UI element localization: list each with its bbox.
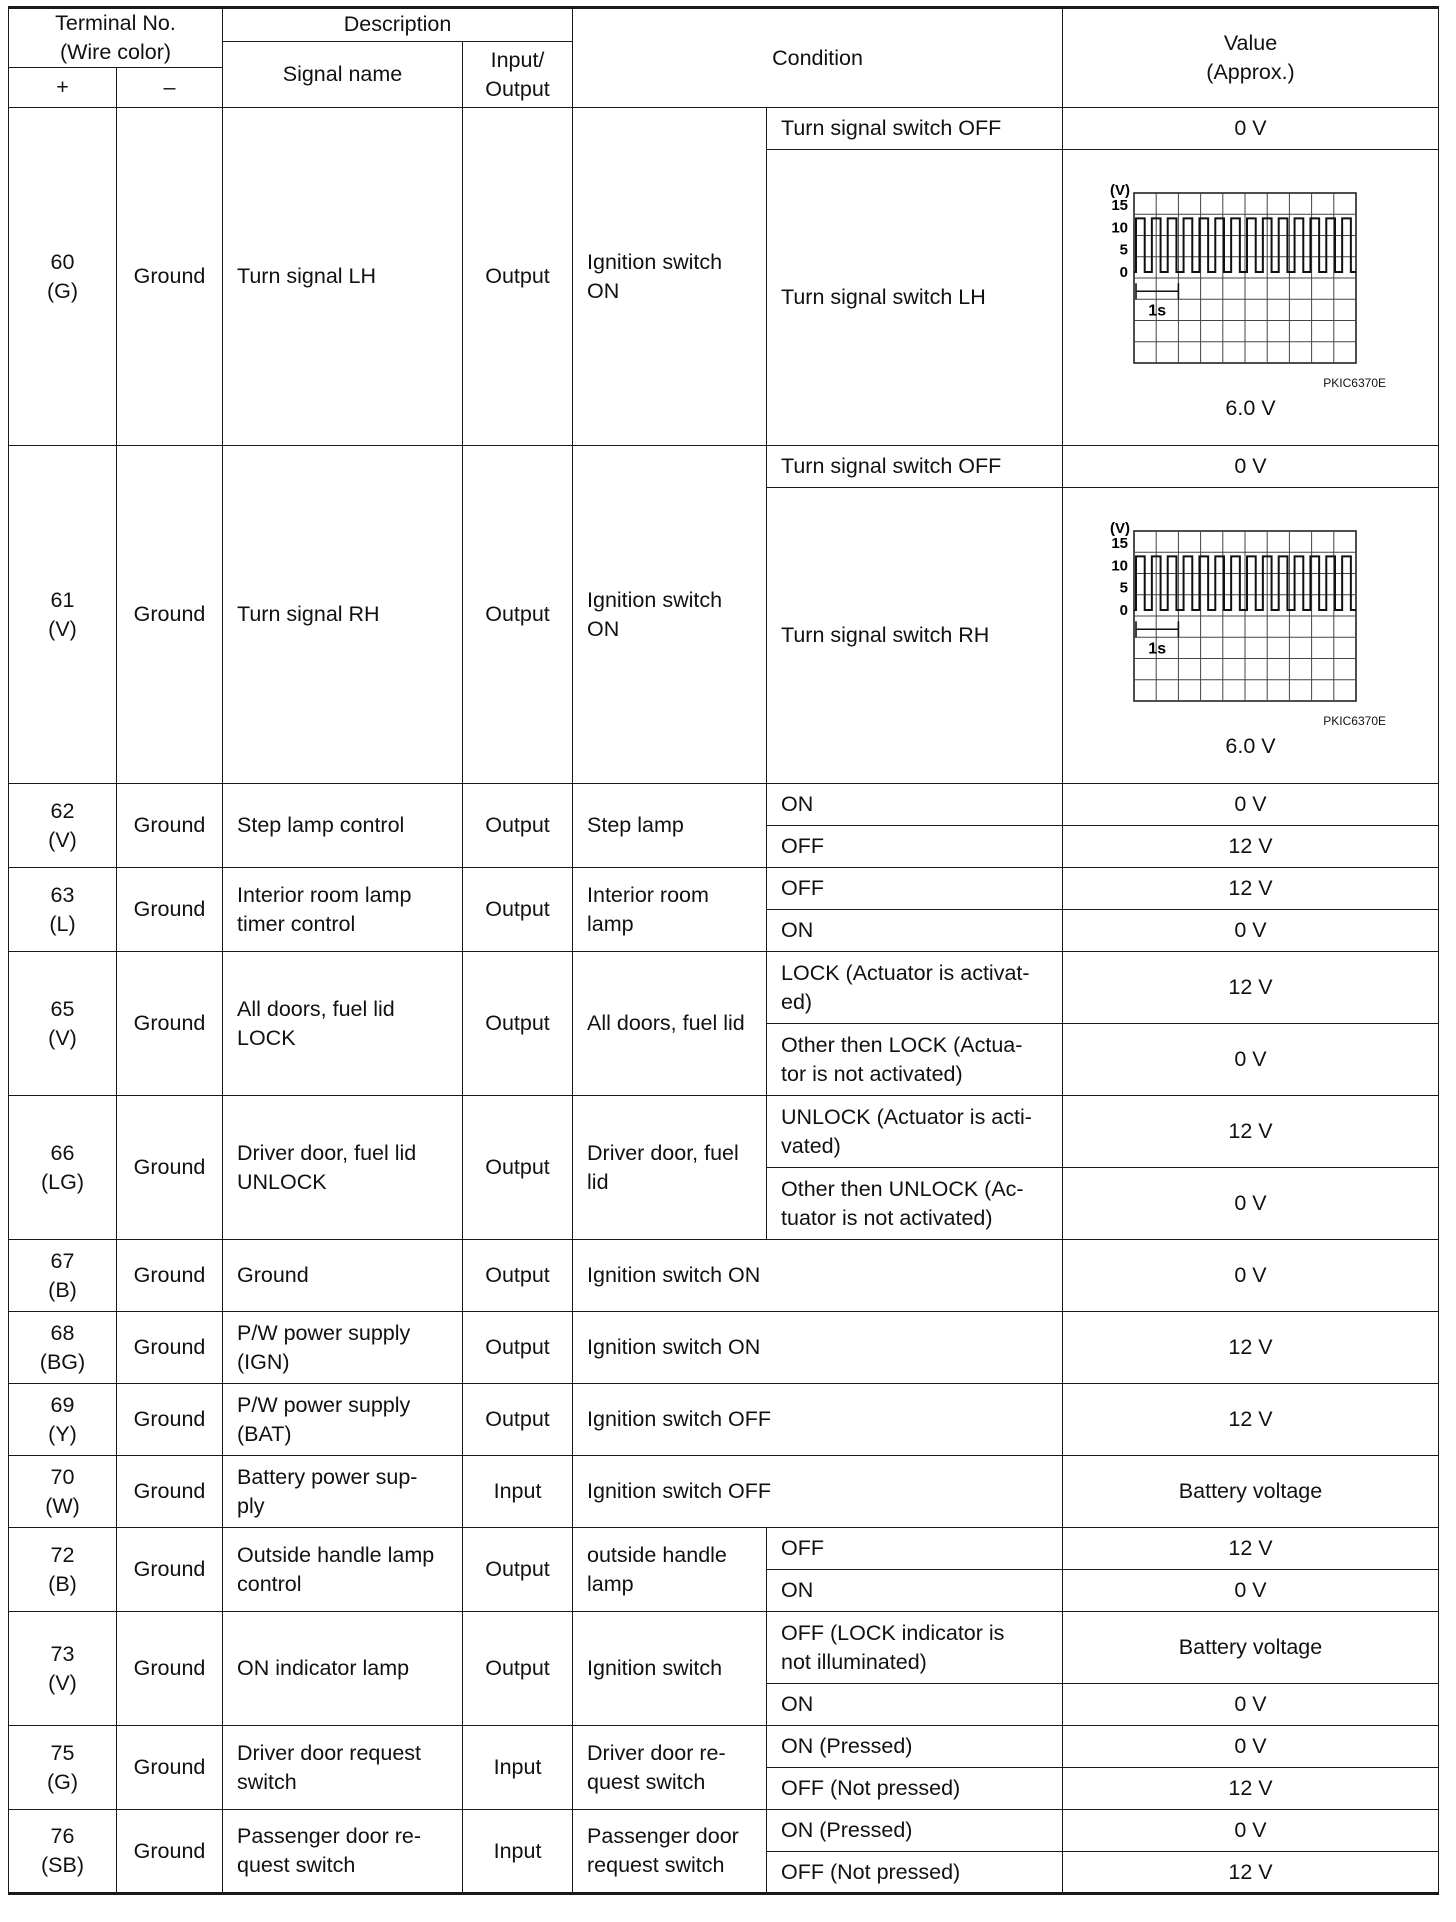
signal-name: All doors, fuel lid LOCK — [223, 952, 463, 1096]
condition: Driver door, fuel lid — [573, 1096, 767, 1240]
terminal-number: 63 (L) — [9, 868, 117, 952]
table-row — [9, 784, 1439, 826]
value-text: 0 V — [1063, 1810, 1439, 1852]
terminal-ground: Ground — [117, 1384, 223, 1456]
value-cell — [1063, 488, 1439, 784]
terminal-number: 60 (G) — [9, 108, 117, 446]
value-text: 12 V — [1063, 1384, 1439, 1456]
terminal-number: 65 (V) — [9, 952, 117, 1096]
terminal-ground: Ground — [117, 1726, 223, 1810]
waveform-figure — [1106, 173, 1396, 373]
input-output: Input — [463, 1810, 573, 1894]
signal-name: ON indicator lamp — [223, 1612, 463, 1726]
signal-name: Driver door request switch — [223, 1726, 463, 1810]
table-row — [9, 446, 1439, 488]
condition-state: ON — [767, 784, 1063, 826]
value-text: 12 V — [1063, 1528, 1439, 1570]
waveform-figure — [1106, 511, 1396, 711]
value-text: 12 V — [1063, 952, 1439, 1024]
condition: outside handle lamp — [573, 1528, 767, 1612]
terminal-number: 67 (B) — [9, 1240, 117, 1312]
input-output: Output — [463, 952, 573, 1096]
value-text: 0 V — [1063, 1570, 1439, 1612]
value-text: 12 V — [1063, 1768, 1439, 1810]
signal-name: Driver door, fuel lid UNLOCK — [223, 1096, 463, 1240]
signal-name: Passenger door re- quest switch — [223, 1810, 463, 1894]
condition-state: Turn signal switch RH — [767, 488, 1063, 784]
value-text: 0 V — [1063, 784, 1439, 826]
waveform-unit-label: (V) — [1109, 520, 1130, 538]
terminal-number: 66 (LG) — [9, 1096, 117, 1240]
input-output: Input — [463, 1456, 573, 1528]
signal-name: Interior room lamp timer control — [223, 868, 463, 952]
waveform-y-tick: 15 — [1110, 197, 1128, 215]
waveform-y-tick: 5 — [1119, 241, 1128, 259]
condition-state: ON — [767, 1570, 1063, 1612]
value-text: 6.0 V — [1225, 395, 1276, 420]
terminal-ground: Ground — [117, 108, 223, 446]
condition-state: Turn signal switch OFF — [767, 446, 1063, 488]
value-text: 6.0 V — [1225, 733, 1276, 758]
header-description: Description — [223, 8, 573, 42]
input-output: Output — [463, 1312, 573, 1384]
value-text: 0 V — [1063, 1684, 1439, 1726]
terminal-number: 75 (G) — [9, 1726, 117, 1810]
condition-state: OFF (Not pressed) — [767, 1852, 1063, 1894]
table-row — [9, 952, 1439, 1024]
condition-state: ON — [767, 1684, 1063, 1726]
condition: Ignition switch ON — [573, 446, 767, 784]
value-text: 12 V — [1063, 868, 1439, 910]
condition-state: OFF — [767, 826, 1063, 868]
table-header — [9, 8, 1439, 108]
input-output: Output — [463, 446, 573, 784]
terminal-number: 68 (BG) — [9, 1312, 117, 1384]
condition: Ignition switch OFF — [573, 1456, 1063, 1528]
table-row — [9, 1384, 1439, 1456]
signal-name: P/W power supply (IGN) — [223, 1312, 463, 1384]
terminal-number: 61 (V) — [9, 446, 117, 784]
signal-name: Battery power sup- ply — [223, 1456, 463, 1528]
terminal-number: 72 (B) — [9, 1528, 117, 1612]
condition-state: OFF — [767, 1528, 1063, 1570]
table-row — [9, 1312, 1439, 1384]
waveform-figure-code: PKIC6370E — [1323, 376, 1387, 391]
table-row — [9, 1726, 1439, 1768]
header-terminal-no: Terminal No. (Wire color) — [9, 8, 223, 68]
condition-state: ON (Pressed) — [767, 1810, 1063, 1852]
condition-state: Turn signal switch LH — [767, 150, 1063, 446]
table-row — [9, 108, 1439, 150]
terminal-ground: Ground — [117, 952, 223, 1096]
terminal-ground: Ground — [117, 1810, 223, 1894]
waveform-container — [1063, 173, 1438, 423]
condition: Ignition switch ON — [573, 108, 767, 446]
value-text: 0 V — [1063, 1240, 1439, 1312]
waveform-y-tick: 5 — [1119, 579, 1128, 597]
condition: Ignition switch ON — [573, 1312, 1063, 1384]
waveform-unit-label: (V) — [1109, 182, 1130, 200]
value-text: 0 V — [1063, 910, 1439, 952]
signal-name: Step lamp control — [223, 784, 463, 868]
terminal-number: 76 (SB) — [9, 1810, 117, 1894]
condition-state: Other then UNLOCK (Ac- tuator is not activated) — [767, 1168, 1063, 1240]
terminal-number: 62 (V) — [9, 784, 117, 868]
condition-state: UNLOCK (Actuator is acti- vated) — [767, 1096, 1063, 1168]
condition: Interior room lamp — [573, 868, 767, 952]
value-text: 12 V — [1063, 1096, 1439, 1168]
condition: Ignition switch ON — [573, 1240, 1063, 1312]
input-output: Output — [463, 1240, 573, 1312]
input-output: Output — [463, 784, 573, 868]
table-row — [9, 1612, 1439, 1684]
value-text: Battery voltage — [1063, 1456, 1439, 1528]
header-signal-name: Signal name — [223, 42, 463, 108]
header-value: Value (Approx.) — [1063, 8, 1439, 108]
terminal-ground: Ground — [117, 446, 223, 784]
value-cell — [1063, 150, 1439, 446]
input-output: Output — [463, 1528, 573, 1612]
condition: Step lamp — [573, 784, 767, 868]
terminal-number: 73 (V) — [9, 1612, 117, 1726]
header-plus: + — [9, 68, 117, 108]
signal-name: Ground — [223, 1240, 463, 1312]
condition: Driver door re- quest switch — [573, 1726, 767, 1810]
value-text: Battery voltage — [1063, 1612, 1439, 1684]
value-text: 12 V — [1063, 1852, 1439, 1894]
signal-name: Outside handle lamp control — [223, 1528, 463, 1612]
value-text: 0 V — [1063, 1168, 1439, 1240]
value-text: 12 V — [1063, 826, 1439, 868]
terminal-ground: Ground — [117, 1096, 223, 1240]
header-input-output: Input/ Output — [463, 42, 573, 108]
input-output: Output — [463, 1384, 573, 1456]
header-condition: Condition — [573, 8, 1063, 108]
table-row — [9, 1528, 1439, 1570]
condition: Passenger door request switch — [573, 1810, 767, 1894]
condition-state: LOCK (Actuator is activat- ed) — [767, 952, 1063, 1024]
table-row — [9, 1096, 1439, 1168]
input-output: Output — [463, 1612, 573, 1726]
value-text: 0 V — [1063, 446, 1439, 488]
waveform-container — [1063, 511, 1438, 761]
terminal-ground: Ground — [117, 1312, 223, 1384]
terminal-ground: Ground — [117, 1528, 223, 1612]
condition-state: ON (Pressed) — [767, 1726, 1063, 1768]
waveform-y-tick: 0 — [1119, 264, 1128, 282]
terminal-spec-table — [8, 6, 1439, 1895]
value-text: 0 V — [1063, 1726, 1439, 1768]
waveform-figure-code: PKIC6370E — [1323, 714, 1387, 729]
waveform-y-tick: 10 — [1110, 557, 1128, 575]
waveform-time-label: 1s — [1147, 640, 1166, 658]
waveform-y-tick: 10 — [1110, 219, 1128, 237]
table-body — [9, 108, 1439, 1894]
value-text: 0 V — [1063, 1024, 1439, 1096]
input-output: Output — [463, 108, 573, 446]
terminal-number: 69 (Y) — [9, 1384, 117, 1456]
signal-name: Turn signal LH — [223, 108, 463, 446]
terminal-ground: Ground — [117, 1240, 223, 1312]
waveform-time-label: 1s — [1147, 302, 1166, 320]
table-row — [9, 1810, 1439, 1852]
condition-state: Turn signal switch OFF — [767, 108, 1063, 150]
terminal-ground: Ground — [117, 1456, 223, 1528]
input-output: Output — [463, 1096, 573, 1240]
terminal-ground: Ground — [117, 1612, 223, 1726]
table-row — [9, 868, 1439, 910]
input-output: Input — [463, 1726, 573, 1810]
condition: All doors, fuel lid — [573, 952, 767, 1096]
condition-state: OFF (LOCK indicator is not illuminated) — [767, 1612, 1063, 1684]
value-text: 12 V — [1063, 1312, 1439, 1384]
signal-name: Turn signal RH — [223, 446, 463, 784]
condition-state: Other then LOCK (Actua- tor is not activated) — [767, 1024, 1063, 1096]
input-output: Output — [463, 868, 573, 952]
table-row — [9, 1240, 1439, 1312]
signal-name: P/W power supply (BAT) — [223, 1384, 463, 1456]
condition-state: ON — [767, 910, 1063, 952]
terminal-ground: Ground — [117, 868, 223, 952]
condition: Ignition switch OFF — [573, 1384, 1063, 1456]
terminal-ground: Ground — [117, 784, 223, 868]
waveform-y-tick: 0 — [1119, 602, 1128, 620]
terminal-number: 70 (W) — [9, 1456, 117, 1528]
condition-state: OFF (Not pressed) — [767, 1768, 1063, 1810]
header-minus: – — [117, 68, 223, 108]
table-row — [9, 1456, 1439, 1528]
condition: Ignition switch — [573, 1612, 767, 1726]
value-text: 0 V — [1063, 108, 1439, 150]
condition-state: OFF — [767, 868, 1063, 910]
waveform-y-tick: 15 — [1110, 535, 1128, 553]
